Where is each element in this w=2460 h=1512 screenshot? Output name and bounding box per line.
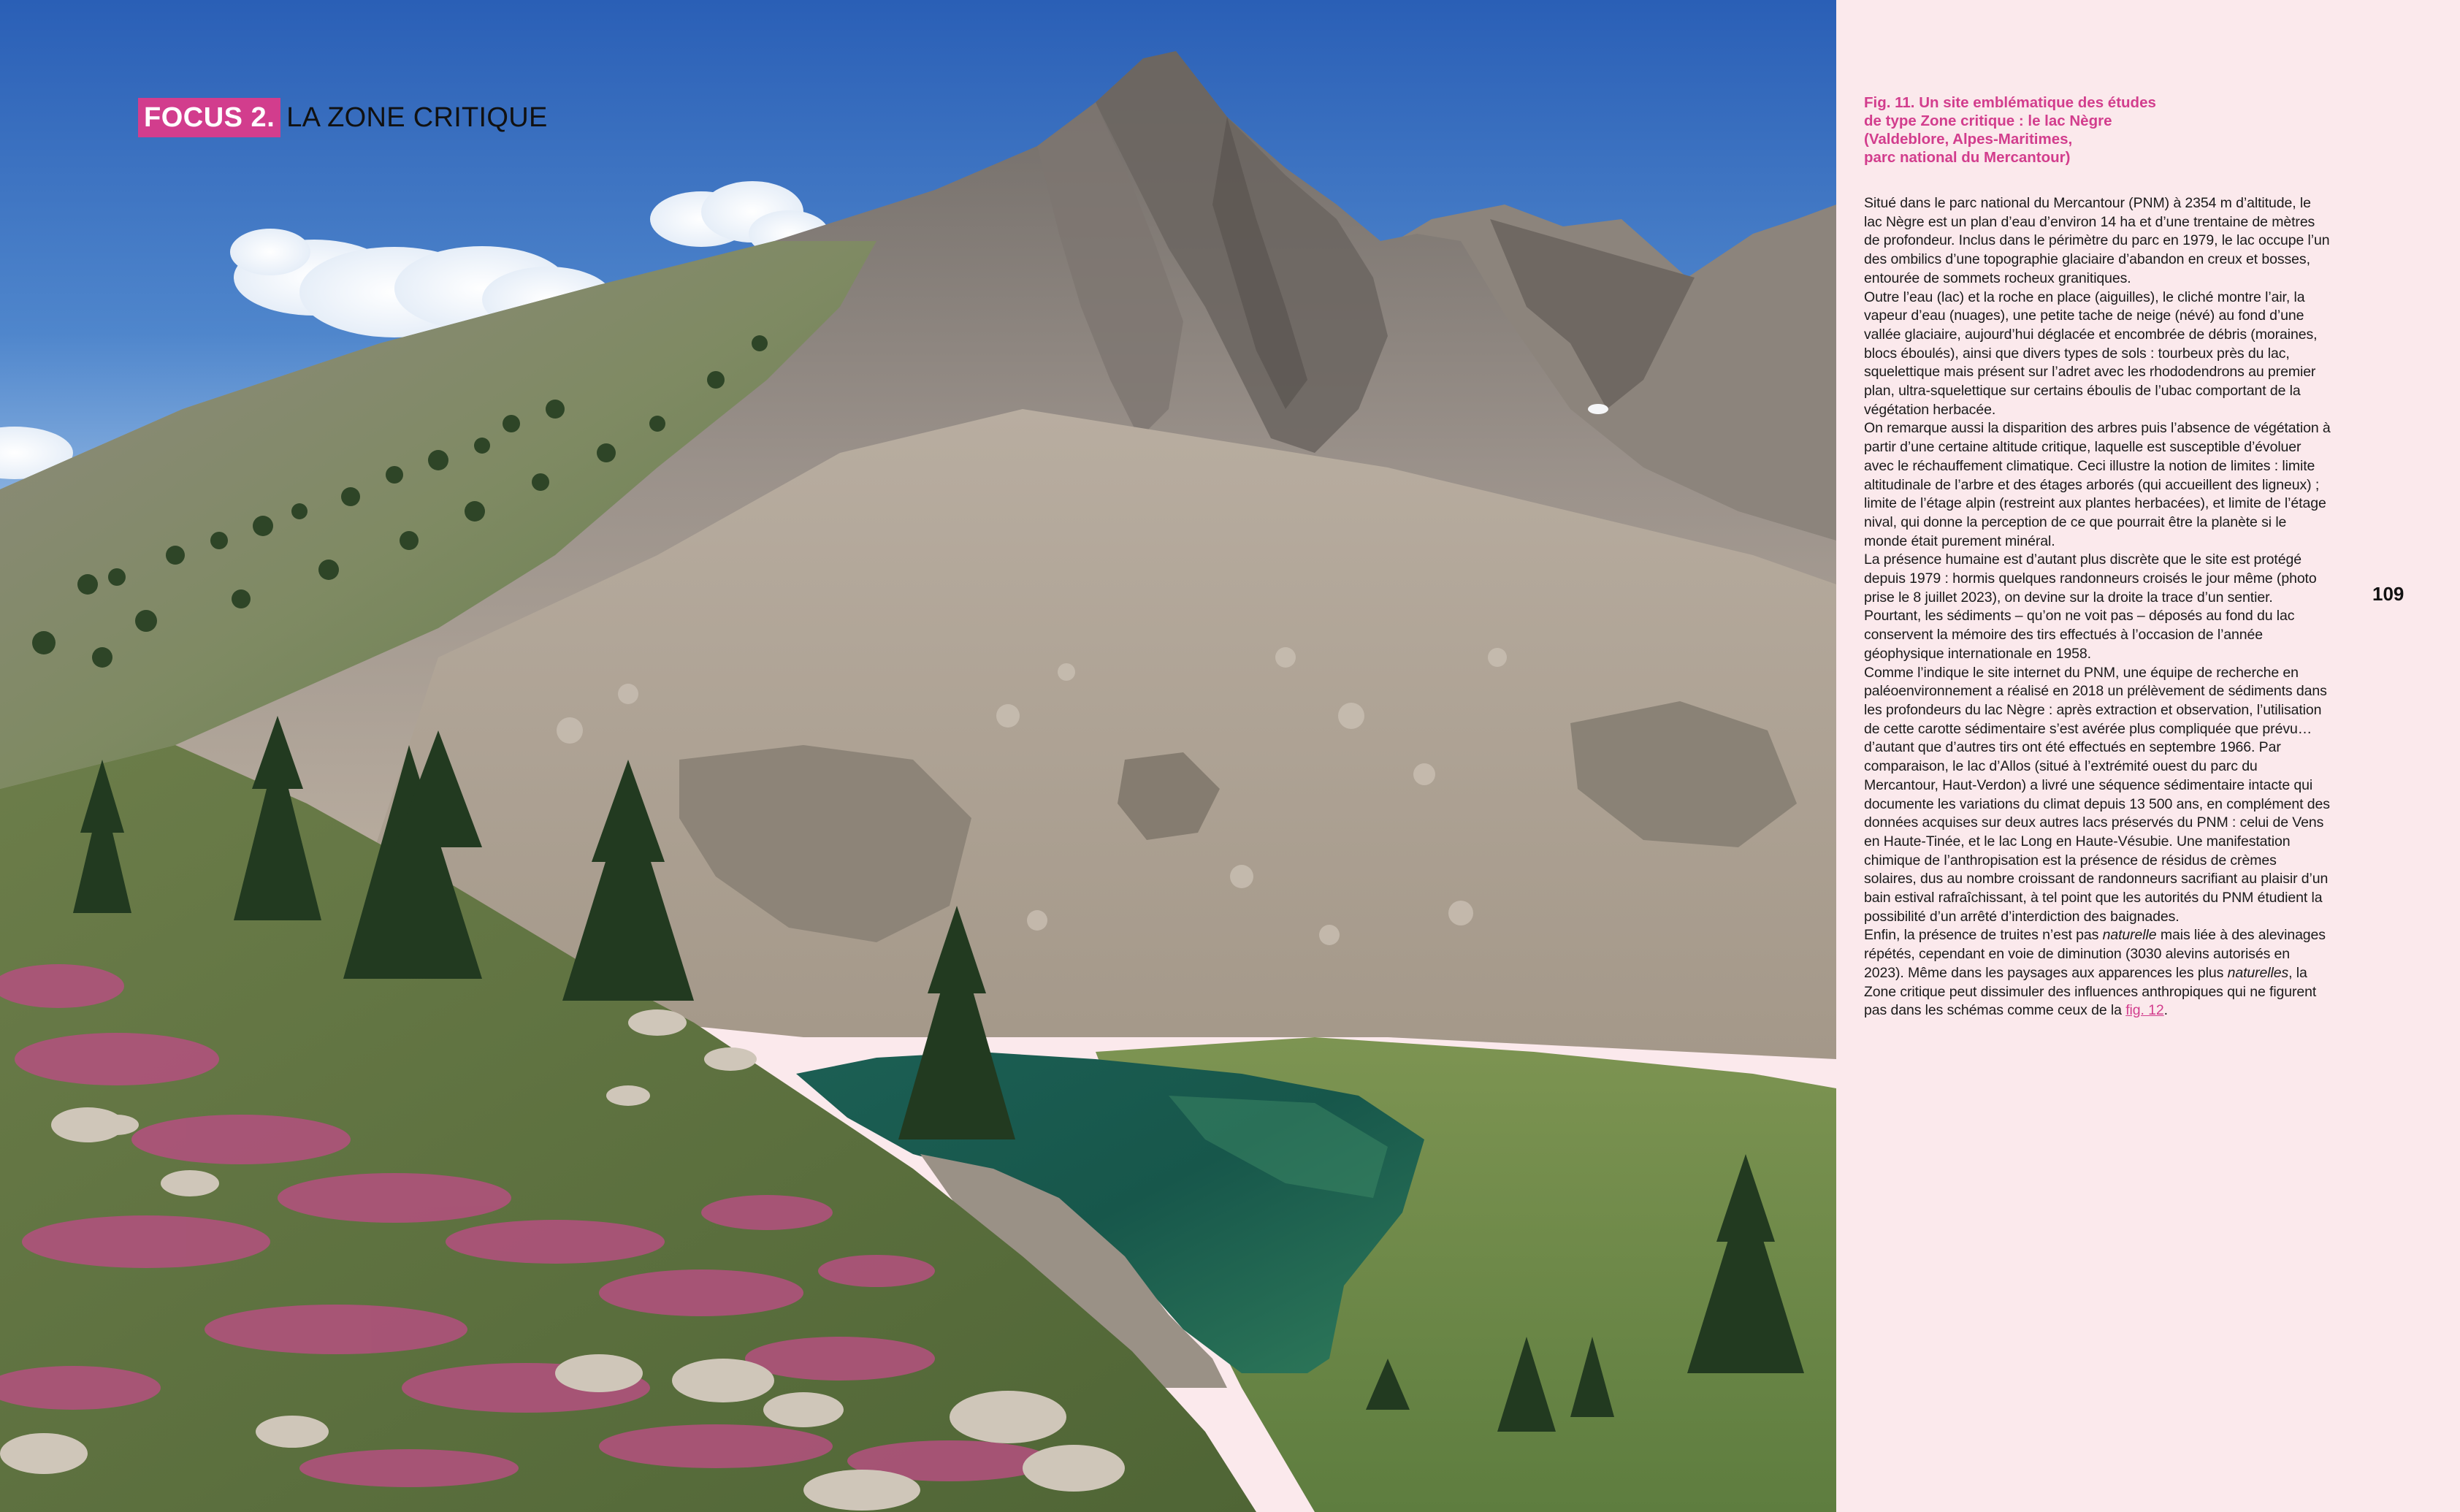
text-panel xyxy=(1836,0,2460,1512)
emphasis-naturelles: naturelles xyxy=(2227,964,2289,981)
focus-title: LA ZONE CRITIQUE xyxy=(286,102,548,133)
paragraph-6-part-3: , la Zone critique peut dissimuler des influences anthropiques qui ne figurent pas dans les schémas comme ceux de la xyxy=(1864,964,2317,1019)
emphasis-naturelle: naturelle xyxy=(2102,927,2157,944)
focus-label: FOCUS 2. xyxy=(138,98,280,137)
paragraph-4: La présence humaine est d’autant plus discrète que le site est protégé depuis 1979 : hormis quelques randonneurs croisés le jour même (photo prise le 8 juillet 2023), on devine sur la droite la trace d’un sentier. Pourtant, les sédiments – qu’on ne voit pas – déposés au fond du lac conservent la mémoire des tirs effectués à l’occasion de l’année géophysique internationale en 1958. xyxy=(1864,551,2317,662)
paragraph-1: Situé dans le parc national du Mercantour (PNM) à 2354 m d’altitude, le lac Nègre est un plan d’eau d’environ 14 ha et d’une trentaine de mètres de profondeur. Inclus dans le périmètre du parc en 1979, le lac occupe l’un des ombilics d’une topographie glaciaire d’abandon en creux et bosses, entourée de sommets rocheux granitiques. xyxy=(1864,195,2330,286)
focus-heading xyxy=(138,98,548,137)
paragraph-5: Comme l’indique le site internet du PNM, une équipe de recherche en paléoenvironnement a réalisé en 2018 un prélèvement de sédiments dans les profondeurs du lac Nègre : après extraction et observation, l’utilisation de cette carotte sédimentaire s’est avérée plus compliquée que prévu… d’autant que d’autres tirs ont été effectués en septembre 1966. Par comparaison, le lac d’Allos (situé à l’extrémité ouest du parc du Mercantour, Haut-Verdon) a livré une séquence sédimentaire intacte qui documente les variations du climat depuis 13 500 ans, en complément des données acquises sur deux autres lacs préservés du PNM : celui de Vens en Haute-Tinée, et le lac Long en Haute-Vésubie. Une manifestation chimique de l’anthropisation est la présence de résidus de crèmes solaires, dus au nombre croissant de randonneurs sacrifiant au plaisir d’un bain estival rafraîchissant, à tel point que les autorités du PNM étudient la possibilité d’un arrêté d’interdiction des baignades. xyxy=(1864,664,2330,925)
figure-caption: Fig. 11. Un site emblématique des études de type Zone critique : le lac Nègre (Valdeblore, Alpes-Maritimes, parc national du Mercantour) xyxy=(1864,94,2156,166)
paragraph-6-part-2: mais liée à des alevinages répétés, cependant en voie de diminution (3030 alevins autorisés en 2023). Même dans les paysages aux apparences les plus xyxy=(1864,927,2326,981)
figure-reference-link[interactable]: fig. 12 xyxy=(2125,1002,2164,1019)
neve-snow-patch xyxy=(1588,404,1608,414)
paragraph-3: On remarque aussi la disparition des arbres puis l’absence de végétation à partir d’une certaine altitude critique, laquelle est susceptible d’évoluer avec le réchauffement climatique. Ceci illustre la notion de limites : limite altitudinale de l’arbre et des étages arborés (qui accueillent des ligneux) ; limite de l’étage alpin (restreint aux plantes herbacées), et limite de l’étage nival, qui donne la perception de ce que pourrait être la planète si le monde était purement minéral. xyxy=(1864,420,2331,549)
page-number: 109 xyxy=(2372,583,2404,605)
paragraph-2: Outre l’eau (lac) et la roche en place (aiguilles), le cliché montre l’air, la vapeur d’eau (nuages), une petite tache de neige (névé) au fond d’une vallée glaciaire, aujourd’hui déglacée et encombrée de débris (moraines, blocs éboulés), ainsi que divers types de sols : tourbeux près du lac, squelettique mais présent sur l’adret avec les rhododendrons au premier plan, ultra-squelettique sur certains éboulis de l’ubac comportant de la végétation herbacée. xyxy=(1864,289,2318,418)
paragraph-6 xyxy=(1864,926,2331,1020)
paragraph-6-end: . xyxy=(2163,1002,2168,1019)
body-text xyxy=(1864,194,2331,1020)
paragraph-6-part-1: Enfin, la présence de truites n’est pas xyxy=(1864,927,2103,944)
